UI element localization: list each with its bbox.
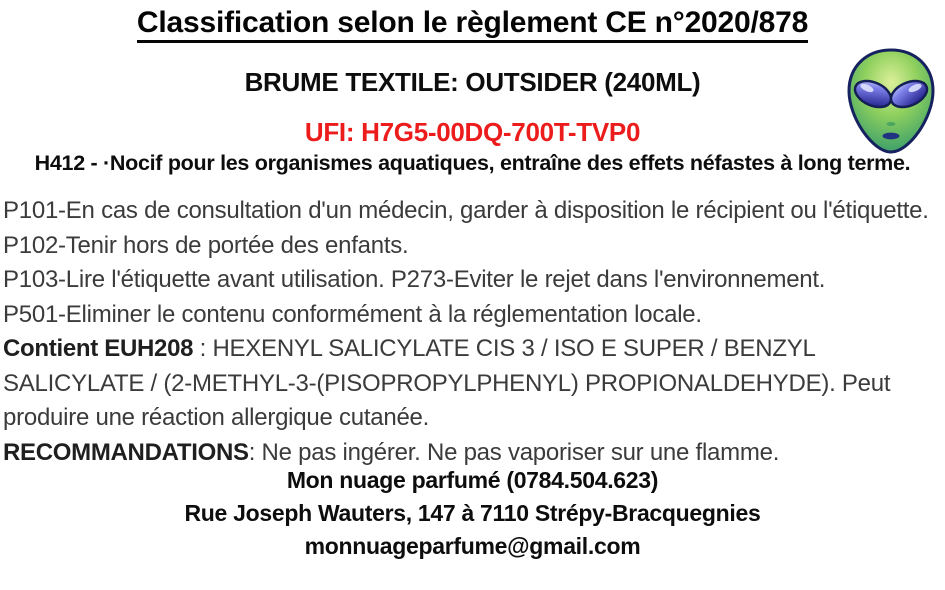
ufi-code: UFI: H7G5-00DQ-700T-TVP0 bbox=[304, 117, 641, 147]
page-title-text: Classification selon le règlement CE n°2020/878 bbox=[137, 6, 808, 43]
paragraph-bold-prefix: RECOMMANDATIONS bbox=[3, 438, 249, 466]
paragraph-text: P101-En cas de consultation d'un médecin, garder à disposition le récipient ou l'étiquette. P102-Tenir hors de portée des enfants. bbox=[3, 197, 929, 259]
company-name-phone: Mon nuage parfumé (0784.504.623) bbox=[286, 467, 659, 493]
precautionary-block bbox=[0, 194, 945, 470]
page-title bbox=[0, 0, 945, 40]
hazard-paragraph bbox=[3, 194, 943, 263]
paragraph-bold-prefix: Contient EUH208 bbox=[3, 335, 194, 362]
hazard-paragraph bbox=[3, 263, 943, 298]
paragraph-text: P501-Eliminer le contenu conformément à la réglementation locale. bbox=[3, 300, 702, 328]
footer bbox=[0, 464, 945, 563]
product-name: BRUME TEXTILE: OUTSIDER (240ML) bbox=[244, 67, 701, 97]
paragraph-text: : Ne pas ingérer. Ne pas vaporiser sur une flamme. bbox=[248, 438, 780, 466]
hazard-paragraph bbox=[3, 298, 943, 333]
paragraph-text: : HEXENYL SALICYLATE CIS 3 / ISO E SUPER / BENZYL SALICYLATE / (2-METHYL-3-(PISOPROPYLPHENYL) PROPIONALDEHYDE). Peut produire une réaction allergique cutanée. bbox=[3, 335, 891, 431]
paragraph-text: P103-Lire l'étiquette avant utilisation. P273-Eviter le rejet dans l'environnement. bbox=[3, 266, 826, 293]
hazard-paragraph bbox=[3, 332, 943, 436]
company-email: monnuageparfume@gmail.com bbox=[304, 533, 641, 559]
hazard-statement-h412: H412 - ·Nocif pour les organismes aquatiques, entraîne des effets néfastes à long terme. bbox=[34, 151, 911, 175]
alien-head-icon bbox=[846, 48, 936, 154]
company-address: Rue Joseph Wauters, 147 à 7110 Strépy-Bracquegnies bbox=[184, 500, 761, 526]
